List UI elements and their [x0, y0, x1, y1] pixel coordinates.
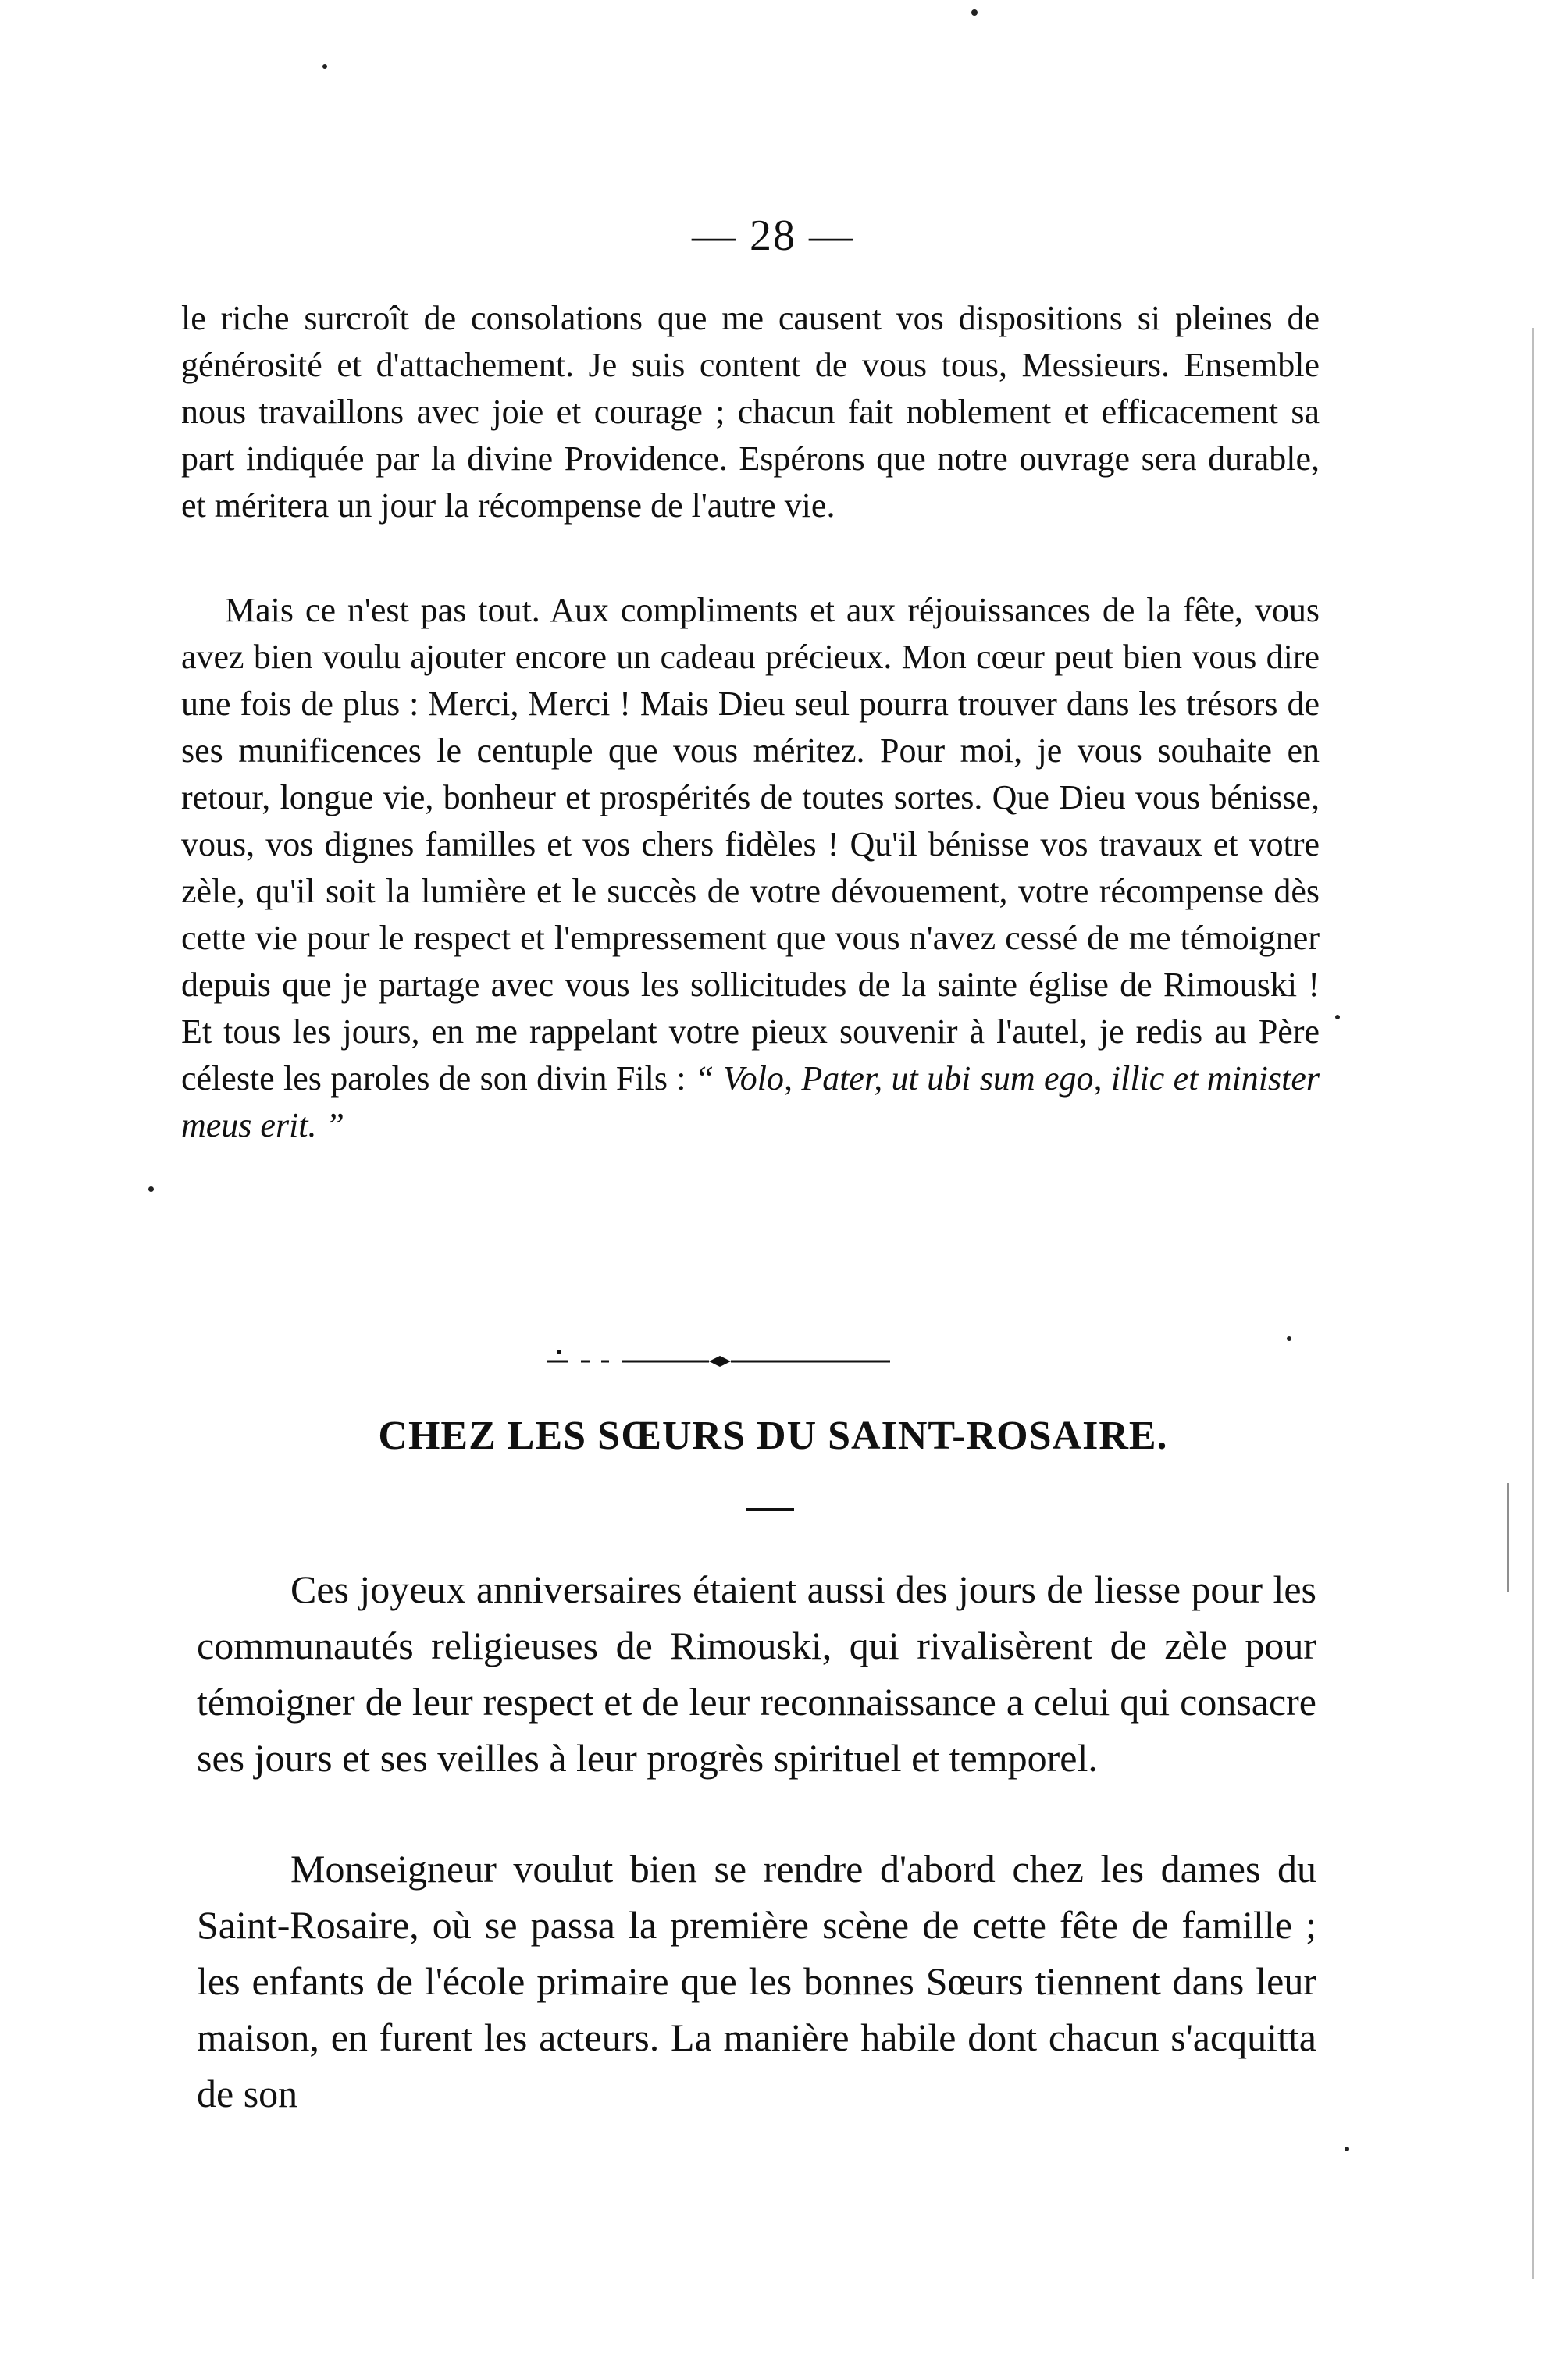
- body-paragraph: Ces joyeux anniversaires étaient aussi des jours de liesse pour les communautés religieuses de Rimouski, qui rivalisèrent de zèle pour témoigner de leur respect et de leur reconnaissance a celui qui consacre ses jours et ses veilles à leur progrès spirituel et temporel.: [197, 1567, 1316, 1780]
- body-paragraph: Monseigneur voulut bien se rendre d'abord chez les dames du Saint-Rosaire, où se passa la première scène de cette fête de famille ; les enfants de l'école primaire que les bonnes Sœurs tiennent dans leur maison, en furent les acteurs. La manière habile dont chacun s'acquitta de son: [197, 1847, 1316, 2115]
- scan-speck: [322, 64, 327, 69]
- scan-speck: [1345, 2147, 1349, 2151]
- heading-rule: [746, 1508, 794, 1511]
- scan-edge-mark: [1532, 328, 1534, 2279]
- ornamental-divider: [547, 1349, 914, 1368]
- latin-quotation: “ Volo, Pater, ut ubi sum ego, illic et minister meus erit. ”: [181, 1059, 1320, 1144]
- letter-paragraph-continuation: le riche surcroît de consolations que me causent vos dispositions si pleines de générosité et d'attachement. Je suis content de vous tous, Messieurs. Ensemble nous travaillons avec joie et courage ; chacun fait noblement et efficacement sa part indiquée par la divine Providence. Espérons que notre ouvrage sera durable, et méritera un jour la récompense de l'autre vie.: [181, 299, 1320, 525]
- page-number: — 28 —: [692, 212, 854, 260]
- letter-paragraph: [181, 587, 1320, 1149]
- scan-speck: [1287, 1336, 1291, 1341]
- scan-edge-mark: [1507, 1483, 1509, 1592]
- scan-speck: [148, 1186, 154, 1192]
- scan-speck: [1335, 1015, 1340, 1019]
- letter-paragraph-text: Mais ce n'est pas tout. Aux compliments et aux réjouissances de la fête, vous avez bien voulu ajouter encore un cadeau précieux. Mon cœur peut bien vous dire une fois de plus : Merci, Merci ! Mais Dieu seul pourra trouver dans les trésors de ses munificences le centuple que vous méritez. Pour moi, je vous souhaite en retour, longue vie, bonheur et prospérités de toutes sortes. Que Dieu vous bénisse, vous, vos dignes familles et vos chers fidèles ! Qu'il bénisse vos travaux et votre zèle, qu'il soit la lumière et le succès de votre dévouement, votre récompense dès cette vie pour le respect et l'empressement que vous n'avez cessé de me témoigner depuis que je partage avec vous les sollicitudes de la sainte église de Rimouski ! Et tous les jours, en me rappelant votre pieux souvenir à l'autel, je redis au Père céleste les paroles de son divin Fils :: [181, 591, 1320, 1098]
- scan-speck: [971, 9, 978, 16]
- section-heading: CHEZ LES SŒURS DU SAINT-ROSAIRE.: [378, 1414, 1168, 1458]
